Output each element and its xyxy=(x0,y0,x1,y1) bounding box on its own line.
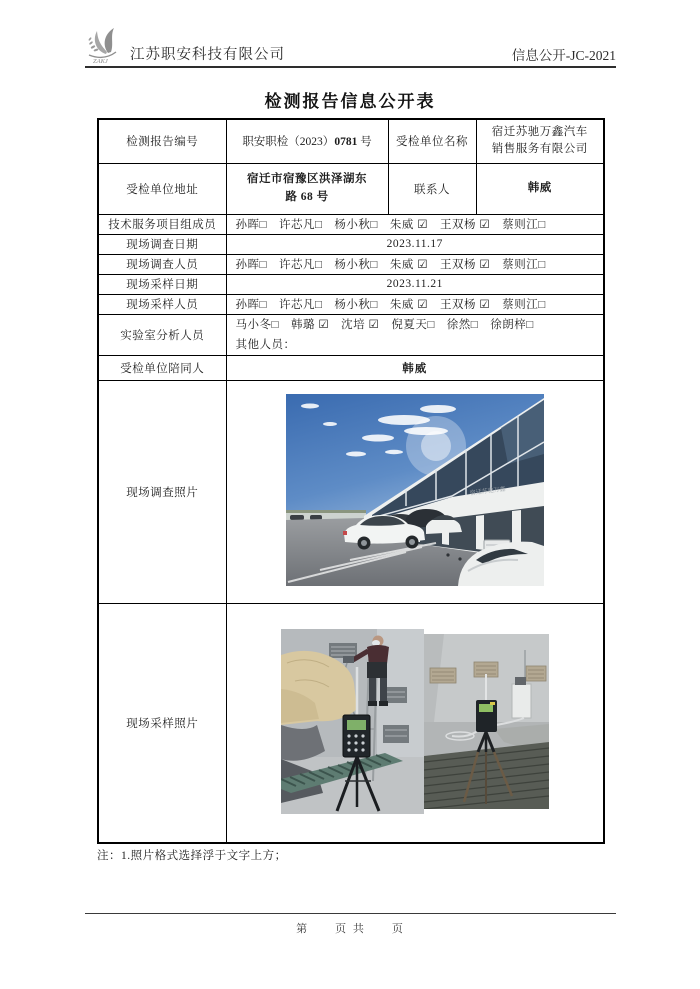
team-label: 技术服务项目组成员 xyxy=(98,214,226,234)
report-no-number: 0781 xyxy=(334,136,358,149)
info-table xyxy=(97,118,605,844)
companion-value: 韩威 xyxy=(226,355,604,380)
page-header xyxy=(85,26,616,68)
survey-date-label: 现场调查日期 xyxy=(98,234,226,254)
page-title: 检测报告信息公开表 xyxy=(264,92,436,111)
building-photo xyxy=(286,394,544,586)
sampling-date-value: 2023.11.21 xyxy=(226,274,604,294)
sampling-photo-label: 现场采样照片 xyxy=(98,603,226,843)
address-value: 宿迁市宿豫区洪泽湖东路 68 号 xyxy=(226,163,388,214)
table-row xyxy=(98,314,604,355)
table-row xyxy=(98,234,604,254)
team-members: 孙晖□ 许芯凡□ 杨小秋□ 朱威 ☑ 王双杨 ☑ 蔡则江□ xyxy=(226,214,604,234)
footnote: 注：1.照片格式选择浮于文字上方； xyxy=(97,850,287,862)
lab-others-line: 其他人员： xyxy=(235,338,296,351)
sampler-device xyxy=(476,700,497,732)
survey-photo-label: 现场调查照片 xyxy=(98,380,226,603)
sampling-staff-label: 现场采样人员 xyxy=(98,294,226,314)
contact-value: 韩威 xyxy=(476,163,604,214)
zakj-logo-icon xyxy=(85,26,127,64)
logo-text: ZAKJ xyxy=(93,58,108,64)
lab-members-line: 马小冬□ 韩璐 ☑ 沈培 ☑ 倪夏天□ 徐然□ 徐朗梓□ xyxy=(235,318,534,331)
survey-date-value: 2023.11.17 xyxy=(226,234,604,254)
table-row xyxy=(98,214,604,234)
spray-booth-photo xyxy=(281,629,424,814)
sampler-device xyxy=(343,715,370,757)
page-footer: 第 页 共 页 xyxy=(85,913,616,936)
report-no-value xyxy=(226,119,388,163)
building-sign-text: 宿迁苏驰万鑫 xyxy=(469,486,506,498)
table-row xyxy=(98,294,604,314)
lab-staff-value xyxy=(226,314,604,355)
table-row xyxy=(98,355,604,380)
table-row xyxy=(98,254,604,274)
survey-photo-cell xyxy=(226,380,604,603)
table-row xyxy=(98,274,604,294)
lab-staff-label: 实验室分析人员 xyxy=(98,314,226,355)
report-no-suffix: 号 xyxy=(357,136,372,149)
report-no-label: 检测报告编号 xyxy=(98,119,226,163)
sampling-room-photo xyxy=(424,634,549,809)
doc-code: 信息公开-JC-2021 xyxy=(511,48,616,64)
unit-name-label: 受检单位名称 xyxy=(388,119,476,163)
table-row xyxy=(98,119,604,163)
contact-label: 联系人 xyxy=(388,163,476,214)
sampling-staff-value: 孙晖□ 许芯凡□ 杨小秋□ 朱威 ☑ 王双杨 ☑ 蔡则江□ xyxy=(226,294,604,314)
unit-name-value: 宿迁苏驰万鑫汽车销售服务有限公司 xyxy=(476,119,604,163)
table-row xyxy=(98,603,604,843)
sampling-date-label: 现场采样日期 xyxy=(98,274,226,294)
address-label: 受检单位地址 xyxy=(98,163,226,214)
sampling-photo-cell xyxy=(226,603,604,843)
survey-staff-value: 孙晖□ 许芯凡□ 杨小秋□ 朱威 ☑ 王双杨 ☑ 蔡则江□ xyxy=(226,254,604,274)
company-name: 江苏职安科技有限公司 xyxy=(130,47,285,64)
report-no-prefix: 职安职检（2023） xyxy=(242,136,335,149)
table-row xyxy=(98,380,604,603)
companion-label: 受检单位陪同人 xyxy=(98,355,226,380)
survey-staff-label: 现场调查人员 xyxy=(98,254,226,274)
table-row xyxy=(98,163,604,214)
sampling-photo-pair xyxy=(281,629,549,814)
